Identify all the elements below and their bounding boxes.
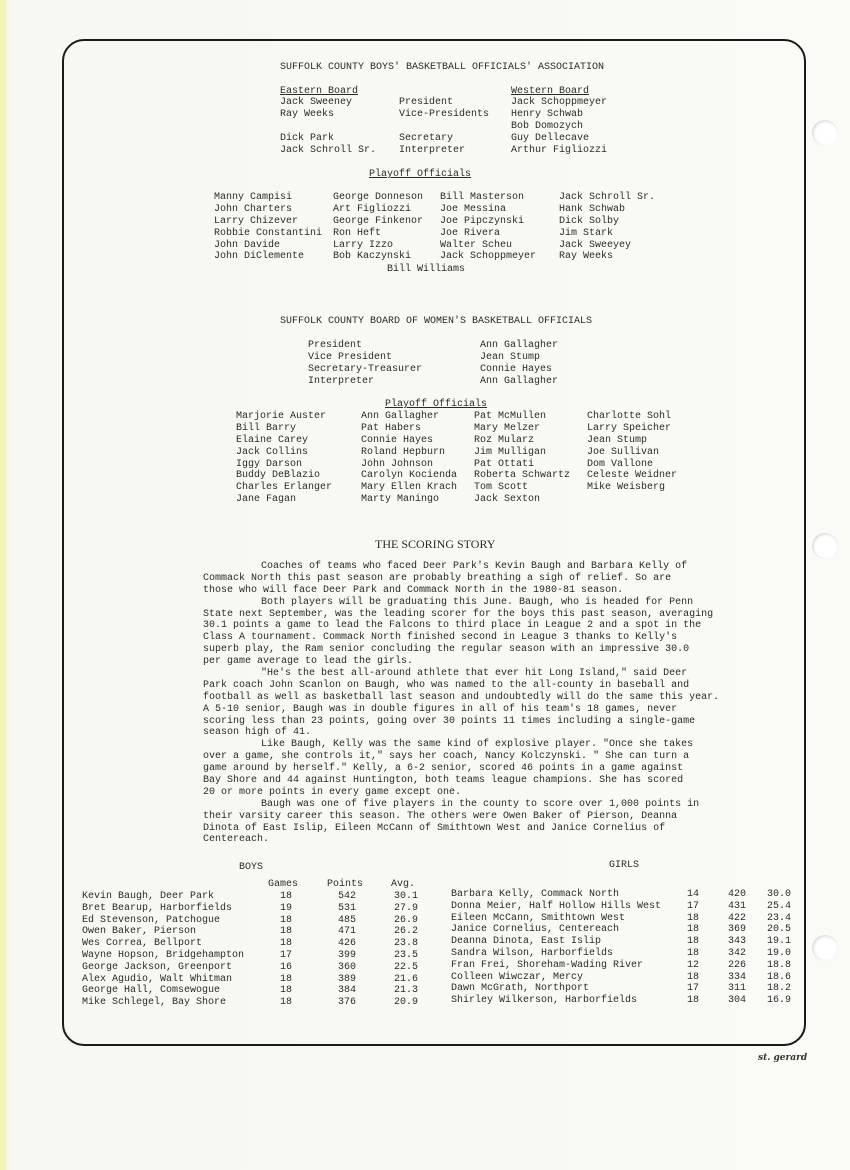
official-name: Marty Maningo: [361, 494, 440, 506]
player-name: George Hall, Comsewogue: [82, 985, 221, 997]
games-value: 18: [279, 985, 292, 997]
games-value: 18: [686, 971, 699, 983]
story-line: Class A tournament. Commack North finished second in League 3 thanks to Kelly's: [203, 632, 678, 644]
games-value: 18: [279, 891, 292, 902]
avg-value: 23.5: [393, 950, 418, 961]
official-name: Roberta Schwartz: [474, 470, 571, 482]
western-board-name: Guy Dellecave: [511, 132, 590, 144]
story-line: Like Baugh, Kelly was the same kind of explosive player. "Once she takes: [261, 739, 694, 751]
board-position: Vice-Presidents: [399, 108, 490, 120]
games-value: 16: [279, 961, 292, 973]
story-line: over a game, she controls it," says her coach, Nancy Kolczynski. " She can turn a: [203, 751, 690, 763]
player-name: Alex Agudio, Walt Whitman: [82, 973, 233, 985]
player-name: Colleen Wiwczar, Mercy: [451, 971, 584, 983]
womens-playoff-column: [361, 411, 457, 506]
story-line: Centereach.: [203, 834, 270, 846]
official-name: Tom Scott: [474, 482, 529, 494]
official-name: Joe Sullivan: [587, 446, 660, 458]
girls-table-heading: GIRLS: [609, 860, 640, 871]
story-line: "He's the best all-around athlete that ever hit Long Island," said Deer: [261, 668, 688, 680]
official-name: Charlotte Sohl: [587, 411, 672, 422]
official-name: Pat McMullen: [474, 411, 547, 422]
boys-playoff-column: [440, 192, 536, 263]
games-value: 18: [279, 973, 292, 985]
points-value: 422: [727, 912, 746, 924]
official-name: Jim Mulligan: [474, 446, 547, 458]
avg-value: 30.0: [766, 889, 791, 900]
printer-imprint: st. gerard: [758, 1053, 808, 1063]
player-name: Deanna Dinota, East Islip: [451, 936, 602, 948]
player-name: Barbara Kelly, Commack North: [451, 889, 620, 900]
western-board-name: Arthur Figliozzi: [511, 144, 608, 156]
official-name: Jim Stark: [559, 227, 614, 239]
story-line: Baugh was one of five players in the county to score over 1,000 points in: [261, 798, 700, 810]
western-board-name: Henry Schwab: [511, 108, 584, 120]
womens-officer-name: Connie Hayes: [480, 363, 553, 375]
story-line: season high of 41.: [203, 727, 312, 739]
official-name: Roland Hepburn: [361, 446, 446, 458]
official-name: John DiClemente: [214, 251, 305, 263]
eastern-board-names: [280, 97, 376, 156]
avg-value: 21.6: [393, 973, 418, 985]
eastern-board-name: Dick Park: [280, 132, 335, 144]
official-name: Mary Ellen Krach: [361, 482, 458, 494]
points-value: 343: [727, 936, 746, 948]
eastern-board-name: Jack Schroll Sr.: [280, 144, 377, 156]
official-name: Jean Stump: [587, 434, 648, 446]
womens-position: President: [308, 340, 363, 351]
player-name: Wes Correa, Bellport: [82, 938, 203, 950]
story-line: 30.1 points a game to lead the Falcons to third place in League 2 and a spot in the: [203, 620, 702, 632]
story-line: State next September, was the leading scorer for the boys this past season, averaging: [203, 608, 714, 620]
official-name: George Finkenor: [333, 215, 424, 227]
official-name: Roz Mularz: [474, 434, 535, 446]
womens-officer-name: Ann Gallagher: [480, 340, 559, 351]
player-name: Mike Schlegel, Bay Shore: [82, 997, 227, 1009]
games-value: 18: [279, 997, 292, 1009]
player-name: Eileen McCann, Smithtown West: [451, 912, 626, 924]
avg-value: 16.9: [766, 995, 791, 1007]
official-name: John Charters: [214, 203, 293, 215]
story-line: Park coach John Scanlon on Baugh, who was named to the all-county in baseball and: [203, 679, 690, 691]
points-value: 226: [727, 959, 746, 971]
official-name: Jack Collins: [236, 446, 309, 458]
official-name: Jack Schoppmeyer: [440, 251, 537, 263]
eastern-board-name: Jack Sweeney: [280, 97, 353, 108]
player-name: Donna Meier, Half Hollow Hills West: [451, 900, 662, 912]
avg-value: 19.0: [766, 948, 791, 959]
story-line: those who will face Deer Park and Commack North in the 1980-81 season.: [203, 584, 624, 596]
points-value: 471: [337, 926, 356, 938]
official-name: Marjorie Auster: [236, 411, 327, 422]
story-line: Commack North this past season are probably breathing a sigh of relief. So are: [203, 572, 672, 584]
official-name: Mike Weisberg: [587, 482, 666, 494]
story-line: 20 or more points in every game except one.: [203, 786, 462, 798]
avg-value: 26.2: [393, 926, 418, 938]
player-name: Ed Stevenson, Patchogue: [82, 914, 221, 926]
official-name: George Donneson: [333, 192, 424, 203]
official-name: Iggy Darson: [236, 458, 303, 470]
games-value: 14: [686, 889, 699, 900]
points-value: 426: [337, 938, 356, 950]
avg-value: 23.8: [393, 938, 418, 950]
eastern-board-name: [280, 121, 376, 133]
games-value: 18: [279, 926, 292, 938]
avg-value: 25.4: [766, 900, 791, 912]
official-name: Celeste Weidner: [587, 470, 678, 482]
official-name: Jack Sweeyey: [559, 239, 632, 251]
avg-value: 26.9: [393, 914, 418, 926]
player-name: Dawn McGrath, Northport: [451, 983, 590, 995]
eastern-board-heading: Eastern Board: [280, 86, 359, 97]
womens-position: Interpreter: [308, 375, 375, 387]
womens-playoff-column: [474, 411, 570, 506]
points-value: 389: [337, 973, 356, 985]
story-line: game around by herself." Kelly, a 6-2 senior, scored 46 points in a game against: [203, 763, 684, 775]
story-line: Both players will be graduating this June. Baugh, who is headed for Penn: [261, 596, 694, 608]
player-name: Bret Bearup, Harborfields: [82, 902, 233, 914]
boys-playoff-column: [559, 192, 655, 263]
official-name: Mary Melzer: [474, 422, 541, 434]
punch-hole-top: [812, 120, 838, 146]
points-value: 360: [337, 961, 356, 973]
board-positions: [399, 97, 489, 156]
western-board-heading: Western Board: [511, 86, 590, 97]
official-name: Ron Heft: [333, 227, 382, 239]
paper-edge: [0, 0, 6, 1170]
games-value: 18: [279, 938, 292, 950]
official-name: Bob Kaczynski: [333, 251, 412, 263]
games-value: 17: [279, 950, 292, 961]
story-line: Bay Shore and 44 against Huntington, both teams league champions. She has scored: [203, 775, 684, 787]
games-value: 18: [279, 914, 292, 926]
official-name: Larry Izzo: [333, 239, 394, 251]
womens-officer-name: Jean Stump: [480, 351, 541, 363]
story-line: per game average to lead the girls.: [203, 656, 414, 668]
points-value: 334: [727, 971, 746, 983]
points-value: 431: [727, 900, 746, 912]
games-value: 12: [686, 959, 699, 971]
avg-value: 22.5: [393, 961, 418, 973]
story-line: A 5-10 senior, Baugh was in double figures in all of his team's 18 games, never: [203, 703, 678, 715]
official-name: Pat Ottati: [474, 458, 535, 470]
western-board-names: [511, 97, 607, 156]
story-line: scoring less than 23 points, going over 30 points 11 times including a single-game: [203, 715, 696, 727]
story-line: their varsity career this season. The others were Owen Baker of Pierson, Deanna: [203, 810, 678, 822]
boys-table-heading: BOYS: [239, 862, 264, 873]
official-name: Walter Scheu: [440, 239, 513, 251]
official-name: Bill Barry: [236, 422, 297, 434]
board-position: [399, 121, 489, 133]
boys-playoff-column: [333, 192, 423, 263]
board-position: President: [399, 97, 454, 108]
official-name: Ann Gallagher: [361, 411, 440, 422]
col-header-games: Games: [268, 879, 299, 890]
official-name: Elaine Carey: [236, 434, 309, 446]
player-name: Kevin Baugh, Deer Park: [82, 891, 215, 902]
womens-officer-names: [480, 340, 558, 388]
player-name: George Jackson, Greenport: [82, 961, 233, 973]
punch-hole-bottom: [812, 935, 838, 961]
official-name: Hank Schwab: [559, 203, 626, 215]
games-value: 18: [686, 995, 699, 1007]
womens-board-title: SUFFOLK COUNTY BOARD OF WOMEN'S BASKETBALL OFFICIALS: [280, 316, 593, 327]
points-value: 384: [337, 985, 356, 997]
avg-value: 27.9: [393, 902, 418, 914]
official-name: Dick Solby: [559, 215, 620, 227]
official-name: Manny Campisi: [214, 192, 293, 203]
official-name: John Johnson: [361, 458, 434, 470]
points-value: 376: [337, 997, 356, 1009]
player-name: Owen Baker, Pierson: [82, 926, 197, 938]
womens-playoff-column: [236, 411, 332, 506]
eastern-board-name: Ray Weeks: [280, 108, 335, 120]
official-name: Joe Pipczynski: [440, 215, 525, 227]
story-body: [203, 561, 720, 846]
official-name: Connie Hayes: [361, 434, 434, 446]
avg-value: 20.5: [766, 924, 791, 936]
games-value: 19: [279, 902, 292, 914]
games-value: 18: [686, 912, 699, 924]
official-name: Bill Masterson: [440, 192, 525, 203]
avg-value: 18.6: [766, 971, 791, 983]
points-value: 304: [727, 995, 746, 1007]
avg-value: 30.1: [393, 891, 418, 902]
boys-playoff-heading: Playoff Officials: [369, 169, 472, 180]
player-name: Fran Frei, Shoreham-Wading River: [451, 959, 644, 971]
games-value: 17: [686, 983, 699, 995]
player-name: Sandra Wilson, Harborfields: [451, 948, 614, 959]
points-value: 485: [337, 914, 356, 926]
western-board-name: Jack Schoppmeyer: [511, 97, 608, 108]
official-name: Dom Vallone: [587, 458, 654, 470]
avg-value: 18.2: [766, 983, 791, 995]
official-name: Charles Erlanger: [236, 482, 333, 494]
official-name: Buddy DeBlazio: [236, 470, 321, 482]
games-value: 18: [686, 924, 699, 936]
womens-officer-name: Ann Gallagher: [480, 375, 559, 387]
avg-value: 23.4: [766, 912, 791, 924]
womens-playoff-heading: Playoff Officials: [385, 399, 488, 410]
official-name: Carolyn Kocienda: [361, 470, 458, 482]
official-name: Pat Habers: [361, 422, 422, 434]
avg-value: 20.9: [393, 997, 418, 1009]
board-position: Interpreter: [399, 144, 466, 156]
points-value: 531: [337, 902, 356, 914]
punch-hole-middle: [812, 533, 838, 559]
boys-association-title: SUFFOLK COUNTY BOYS' BASKETBALL OFFICIALS' ASSOCIATION: [280, 62, 605, 73]
points-value: 311: [727, 983, 746, 995]
points-value: 542: [337, 891, 356, 902]
points-value: 420: [727, 889, 746, 900]
col-header-points: Points: [327, 879, 364, 890]
official-name: Larry Speicher: [587, 422, 672, 434]
official-name: Robbie Constantini: [214, 227, 323, 239]
games-value: 18: [686, 936, 699, 948]
story-title: THE SCORING STORY: [375, 537, 496, 551]
womens-positions: [308, 340, 422, 388]
col-header-avg: Avg.: [391, 879, 416, 890]
board-position: Secretary: [399, 132, 454, 144]
story-line: superb play, the Ram senior concluding the regular season with an impressive 30.0: [203, 644, 690, 656]
points-value: 342: [727, 948, 746, 959]
games-value: 18: [686, 948, 699, 959]
player-name: Shirley Wilkerson, Harborfields: [451, 995, 638, 1007]
womens-position: Vice President: [308, 351, 393, 363]
points-value: 399: [337, 950, 356, 961]
official-name: Joe Rivera: [440, 227, 501, 239]
boys-playoff-last: Bill Williams: [387, 264, 466, 275]
western-board-name: Bob Domozych: [511, 120, 584, 132]
games-value: 17: [686, 900, 699, 912]
avg-value: 19.1: [766, 936, 791, 948]
story-line: football as well as basketball last season and undoubtedly will do the same this year.: [203, 691, 720, 703]
official-name: John Davide: [214, 239, 281, 251]
points-value: 369: [727, 924, 746, 936]
boys-playoff-column: [214, 192, 322, 263]
story-line: Coaches of teams who faced Deer Park's Kevin Baugh and Barbara Kelly of: [261, 561, 688, 572]
avg-value: 21.3: [393, 985, 418, 997]
official-name: Larry Chizever: [214, 215, 299, 227]
womens-playoff-column: [587, 411, 677, 494]
official-name: Jack Sexton: [474, 494, 541, 506]
story-line: Dinota of East Islip, Eileen McCann of Smithtown West and Janice Cornelius of: [203, 822, 666, 834]
avg-value: 18.8: [766, 959, 791, 971]
official-name: Art Figliozzi: [333, 203, 412, 215]
official-name: Ray Weeks: [559, 251, 614, 263]
player-name: Janice Cornelius, Centereach: [451, 924, 620, 936]
official-name: Jane Fagan: [236, 494, 297, 506]
womens-position: Secretary-Treasurer: [308, 363, 423, 375]
official-name: Jack Schroll Sr.: [559, 192, 656, 203]
official-name: Joe Messina: [440, 203, 507, 215]
player-name: Wayne Hopson, Bridgehampton: [82, 950, 245, 961]
